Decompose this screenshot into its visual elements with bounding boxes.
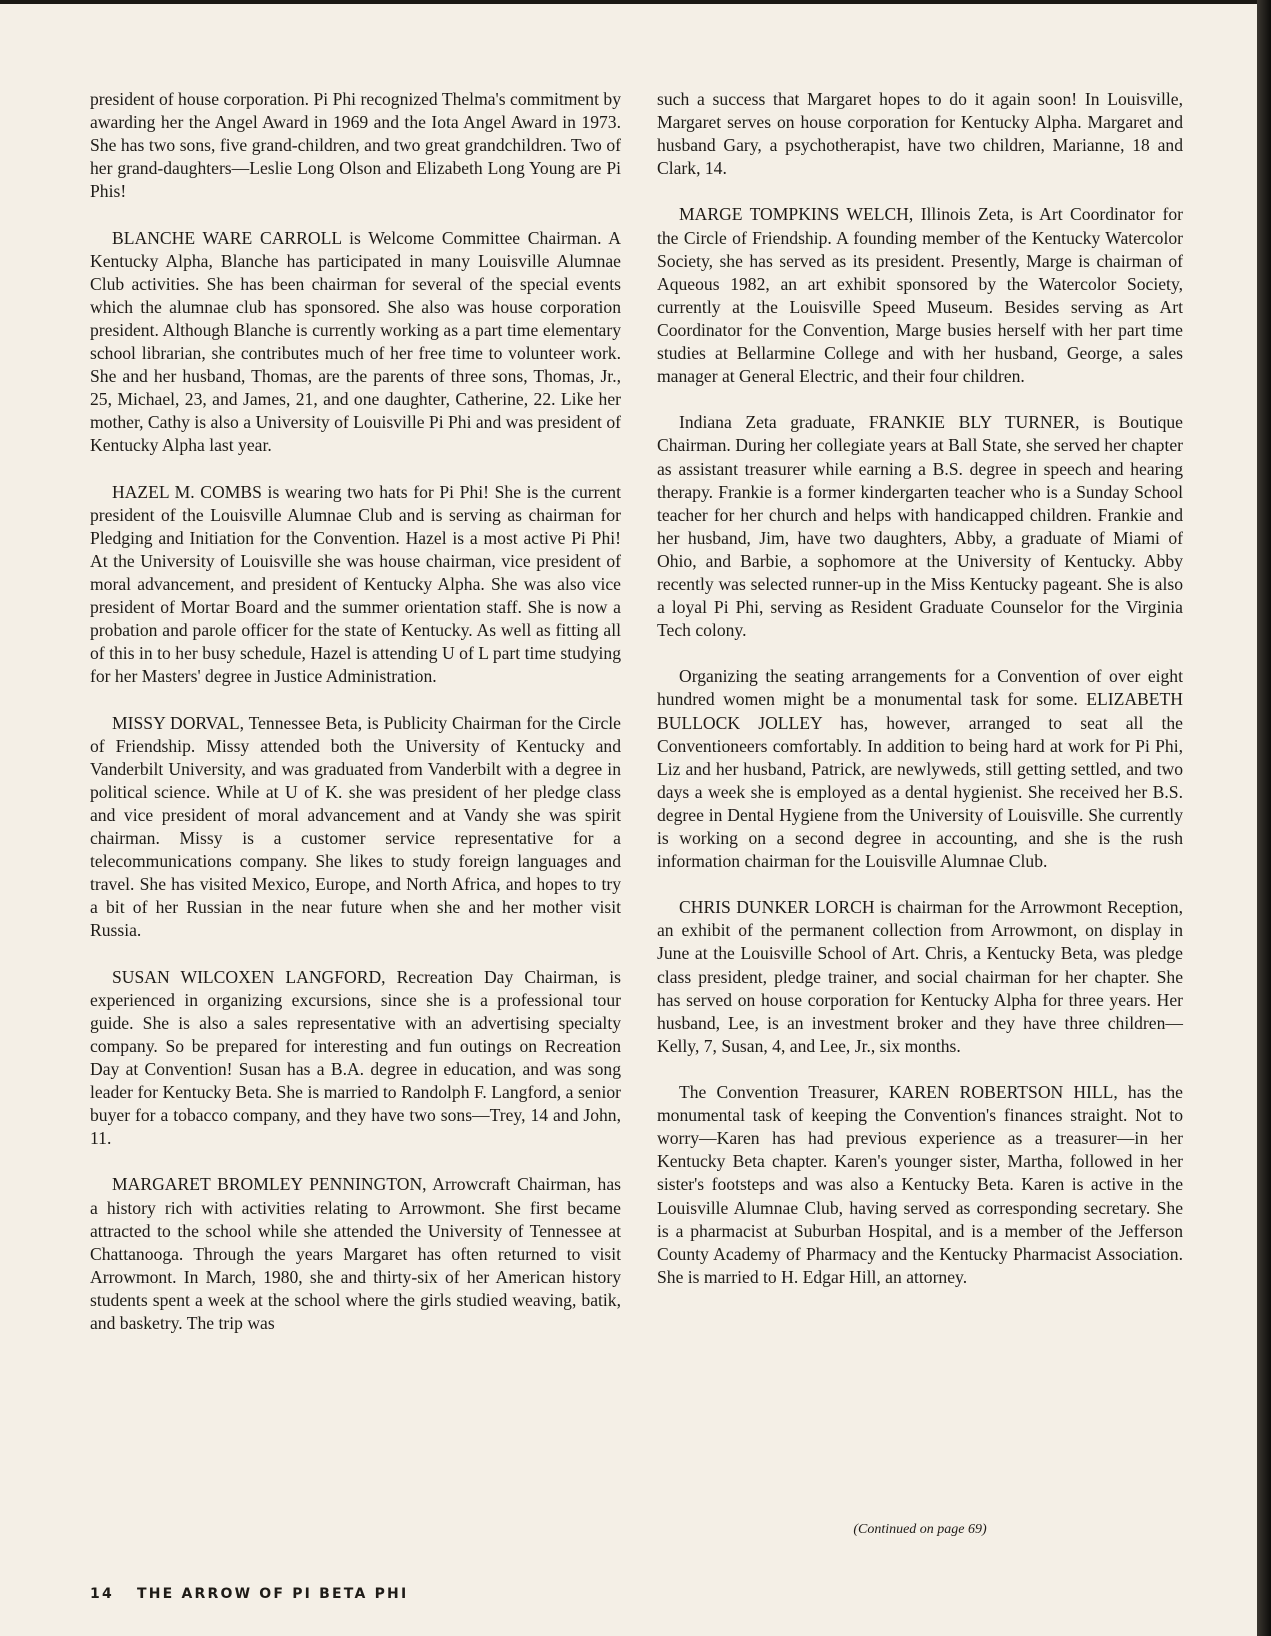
- paragraph-marge-welch: MARGE TOMPKINS WELCH, Illinois Zeta, is Art Coordinator for the Circle of Friendship. A founding member of the Kentucky Watercolor Society, she has served as its president. Presently, Marge is chairman of Aqueous 1982, an art exhibit sponsored by the Watercolor Society, currently at the Louisville Speed Museum. Besides serving as Art Coordinator for the Convention, Marge busies herself with her part time studies at Bellarmine College and with her husband, George, a sales manager at General Electric, and their four children.: [657, 204, 1183, 387]
- page-footer: [90, 1586, 408, 1602]
- paragraph-thelma-continued: president of house corporation. Pi Phi recognized Thelma's commitment by awarding her the Angel Award in 1969 and the Iota Angel Award in 1973. She has two sons, five grand-children, and two great grandchildren. Two of her grand-daughters—Leslie Long Olson and Elizabeth Long Young are Pi Phis!: [90, 89, 621, 202]
- left-column: [90, 88, 621, 1341]
- page-right-edge: [1257, 0, 1271, 1636]
- page-top-edge: [0, 0, 1271, 4]
- paragraph-elizabeth-jolley: Organizing the seating arrangements for a Convention of over eight hundred women might be a monumental task for some. ELIZABETH BULLOCK JOLLEY has, however, arranged to seat all the Conventioneers comfortably. In addition to being hard at work for Pi Phi, Liz and her husband, Patrick, are newlyweds, still getting settled, and two days a week she is employed as a dental hygienist. She received her B.S. degree in Dental Hygiene from the University of Louisville. She currently is working on a second degree in accounting, and she is the rush information chairman for the Louisville Alumnae Club.: [657, 666, 1183, 872]
- right-column: [657, 88, 1183, 1295]
- paragraph-blanche-carroll: BLANCHE WARE CARROLL is Welcome Committee Chairman. A Kentucky Alpha, Blanche has participated in many Louisville Alumnae Club activities. She has been chairman for several of the special events which the alumnae club has sponsored. She also was house corporation president. Although Blanche is currently working as a part time elementary school librarian, she contributes much of her free time to volunteer work. She and her husband, Thomas, are the parents of three sons, Thomas, Jr., 25, Michael, 23, and James, 21, and one daughter, Catherine, 22. Like her mother, Cathy is also a University of Louisville Pi Phi and was president of Kentucky Alpha last year.: [90, 227, 621, 456]
- paragraph-margaret-pennington: MARGARET BROMLEY PENNINGTON, Arrowcraft Chairman, has a history rich with activities relating to Arrowmont. She first became attracted to the school while she attended the University of Tennessee at Chattanooga. Through the years Margaret has often returned to visit Arrowmont. In March, 1980, she and thirty-six of her American history students spent a week at the school where the girls studied weaving, batik, and basketry. The trip was: [90, 1174, 621, 1333]
- page-number: 14: [90, 1586, 114, 1602]
- paragraph-karen-hill: The Convention Treasurer, KAREN ROBERTSON HILL, has the monumental task of keeping the Convention's finances straight. Not to worry—Karen has had previous experience as a treasurer—in her Kentucky Beta chapter. Karen's younger sister, Martha, followed in her sister's footsteps and was also a Kentucky Beta. Karen is active in the Louisville Alumnae Club, having served as corresponding secretary. She is a pharmacist at Suburban Hospital, and is a member of the Jefferson County Academy of Pharmacy and the Kentucky Pharmacist Association. She is married to H. Edgar Hill, an attorney.: [657, 1082, 1183, 1287]
- paragraph-missy-dorval: MISSY DORVAL, Tennessee Beta, is Publicity Chairman for the Circle of Friendship. Missy attended both the University of Kentucky and Vanderbilt University, and was graduated from Vanderbilt with a degree in political science. While at U of K. she was president of her pledge class and vice president of moral advancement and at Vandy she was spirit chairman. Missy is a customer service representative for a telecommunications company. She likes to study foreign languages and travel. She has visited Mexico, Europe, and North Africa, and hopes to try a bit of her Russian in the near future when she and her mother visit Russia.: [90, 712, 621, 941]
- paragraph-margaret-continued: such a success that Margaret hopes to do it again soon! In Louisville, Margaret serves on house corporation for Kentucky Alpha. Margaret and husband Gary, a psychotherapist, have two children, Marianne, 18 and Clark, 14.: [657, 89, 1183, 179]
- paragraph-frankie-turner: Indiana Zeta graduate, FRANKIE BLY TURNER, is Boutique Chairman. During her collegiate years at Ball State, she served her chapter as assistant treasurer while earning a B.S. degree in speech and hearing therapy. Frankie is a former kindergarten teacher who is a Sunday School teacher for her church and helps with handicapped children. Frankie and her husband, Jim, have two daughters, Abby, a graduate of Miami of Ohio, and Barbie, a sophomore at the University of Kentucky. Abby recently was selected runner-up in the Miss Kentucky pageant. She is also a loyal Pi Phi, serving as Resident Graduate Counselor for the Virginia Tech colony.: [657, 412, 1183, 641]
- paragraph-hazel-combs: HAZEL M. COMBS is wearing two hats for Pi Phi! She is the current president of the Louisville Alumnae Club and is serving as chairman for Pledging and Initiation for the Convention. Hazel is a most active Pi Phi! At the University of Louisville she was house chairman, vice president of moral advancement, and president of Kentucky Alpha. She was also vice president of Mortar Board and the summer orientation staff. She is now a probation and parole officer for the state of Kentucky. As well as fitting all of this in to her busy schedule, Hazel is attending U of L part time studying for her Masters' degree in Justice Administration.: [90, 481, 621, 687]
- paragraph-susan-langford: SUSAN WILCOXEN LANGFORD, Recreation Day Chairman, is experienced in organizing excursions, since she is a professional tour guide. She is also a sales representative with an advertising specialty company. So be prepared for interesting and fun outings on Recreation Day at Convention! Susan has a B.A. degree in education, and was song leader for Kentucky Beta. She is married to Randolph F. Langford, a senior buyer for a tobacco company, and they have two sons—Trey, 14 and John, 11.: [90, 966, 621, 1149]
- paragraph-chris-lorch: CHRIS DUNKER LORCH is chairman for the Arrowmont Reception, an exhibit of the permanent collection from Arrowmont, on display in June at the Louisville School of Art. Chris, a Kentucky Beta, was pledge class president, pledge trainer, and social chairman for her chapter. She has served on house corporation for Kentucky Alpha for three years. Her husband, Lee, is an investment broker and they have three children—Kelly, 7, Susan, 4, and Lee, Jr., six months.: [657, 897, 1183, 1056]
- continued-note: (Continued on page 69): [853, 1522, 987, 1537]
- running-title: THE ARROW OF PI BETA PHI: [136, 1586, 409, 1602]
